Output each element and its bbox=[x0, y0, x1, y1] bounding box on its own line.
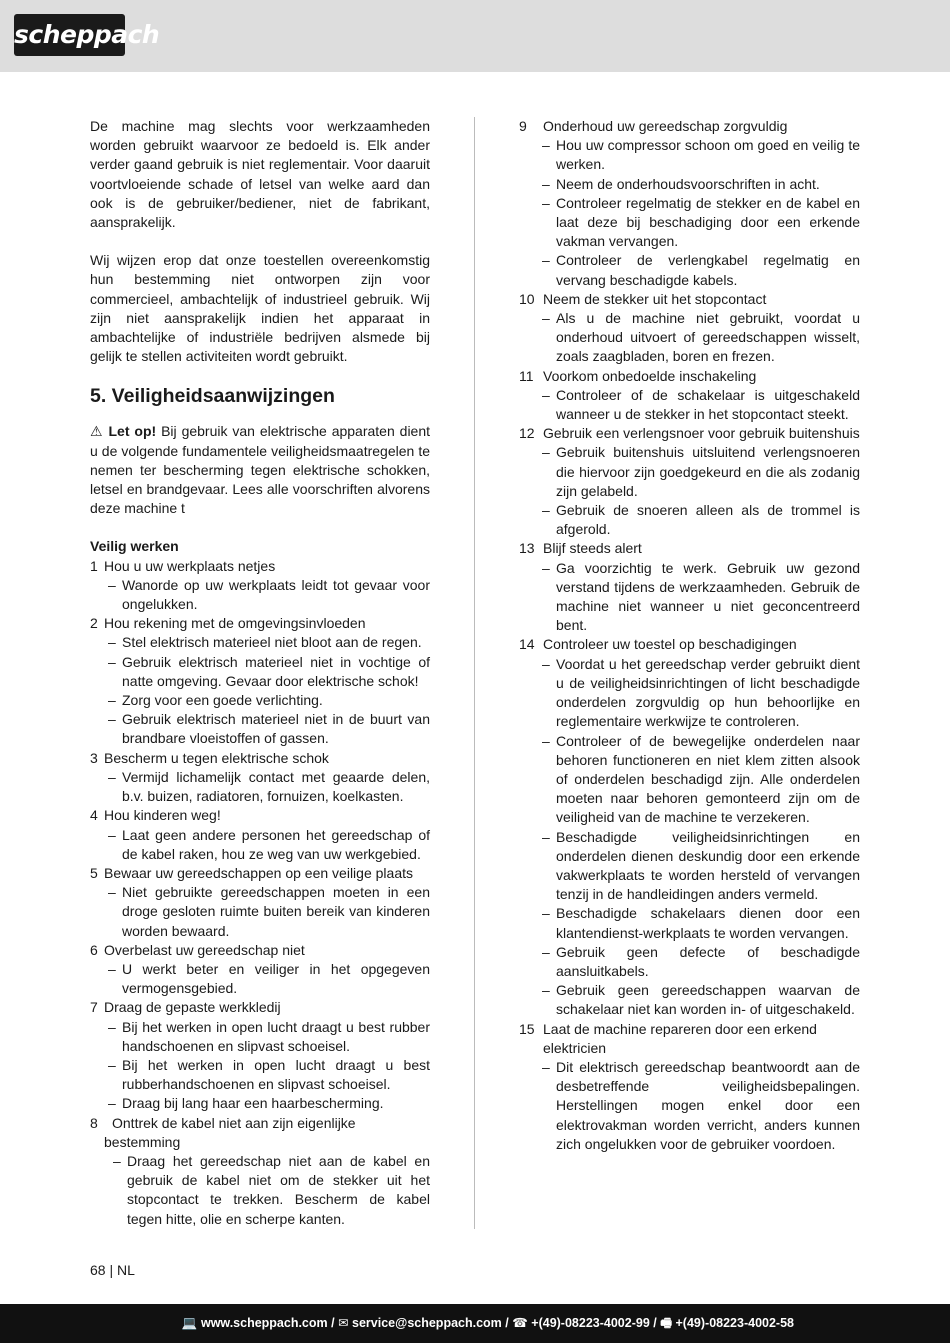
list-item-number: 3 bbox=[90, 749, 98, 766]
warning-paragraph bbox=[90, 422, 430, 518]
list-subitem bbox=[90, 710, 430, 748]
list-item-title bbox=[90, 864, 430, 883]
list-subitem bbox=[90, 653, 430, 691]
list-item-title bbox=[519, 367, 860, 386]
phone-icon: ☎ bbox=[512, 1316, 528, 1330]
dash-bullet: – bbox=[108, 768, 116, 785]
list-item bbox=[519, 1020, 860, 1154]
list-subitem bbox=[519, 251, 860, 289]
list-item-number: 6 bbox=[90, 941, 98, 958]
dash-bullet: – bbox=[542, 502, 550, 519]
list-subitem bbox=[90, 576, 430, 614]
list-item-label: Controleer uw toestel op beschadigingen bbox=[543, 636, 797, 653]
dash-bullet: – bbox=[108, 826, 116, 843]
dash-bullet: – bbox=[108, 1095, 116, 1112]
list-item-title bbox=[519, 290, 860, 309]
list-item-number: 13 bbox=[519, 540, 535, 557]
mail-icon: ✉ bbox=[338, 1316, 349, 1330]
list-subitem bbox=[90, 768, 430, 806]
page-header bbox=[0, 0, 950, 72]
list-item-number: 14 bbox=[519, 636, 535, 653]
list-subitem-text: Voordat u het gereedschap verder gebruikt dient u de veiligheidsinrichtingen of licht beschadigde onderdelen zorgvuldig op hun behoorlijke en reglementaire werkwijze te controleren. bbox=[556, 655, 860, 730]
list-subitem bbox=[519, 981, 860, 1019]
list-item bbox=[90, 998, 430, 1113]
list-subitem-text: Gebruik de snoeren alleen als de trommel is afgerold. bbox=[556, 502, 860, 538]
list-item bbox=[519, 367, 860, 425]
list-item bbox=[90, 941, 430, 999]
dash-bullet: – bbox=[542, 559, 550, 576]
list-subitem-text: Gebruik elektrisch materieel niet in de buurt van brandbare vloeistoffen of gassen. bbox=[122, 711, 430, 747]
dash-bullet: – bbox=[108, 884, 116, 901]
list-item bbox=[90, 614, 430, 748]
list-subitem bbox=[519, 559, 860, 636]
separator: / bbox=[501, 1316, 513, 1330]
list-subitem-text: Bij het werken in open lucht draagt u best rubber handschoenen en slipvast schoeisel. bbox=[122, 1018, 430, 1054]
list-item bbox=[519, 290, 860, 367]
list-item bbox=[90, 864, 430, 941]
list-subitem bbox=[519, 386, 860, 424]
list-subitem bbox=[90, 960, 430, 998]
list-subitem bbox=[519, 136, 860, 174]
list-item bbox=[90, 1114, 430, 1229]
fax-icon: 🖷 bbox=[660, 1316, 673, 1330]
list-subitem-text: Wanorde op uw werkplaats leidt tot gevaar voor ongelukken. bbox=[122, 576, 430, 613]
dash-bullet: – bbox=[542, 828, 550, 845]
right-column bbox=[519, 117, 860, 1154]
list-subitem-text: Neem de onderhoudsvoorschriften in acht. bbox=[556, 175, 820, 192]
list-item bbox=[519, 635, 860, 1019]
list-item-label: Gebruik een verlengsnoer voor gebruik buitenshuis bbox=[543, 425, 860, 442]
list-subitem-text: Laat geen andere personen het gereedschap of de kabel raken, hou ze weg van uw werkgebied. bbox=[122, 826, 430, 862]
list-item-title bbox=[90, 557, 430, 576]
list-subitem-text: Beschadigde veiligheidsinrichtingen en onderdelen dienen deskundig door een erkende vakwerkplaats te worden hersteld of vervangen tenzij in de handleidingen anders vermeld. bbox=[556, 828, 860, 903]
list-item-title bbox=[519, 117, 860, 136]
list-subitem bbox=[519, 732, 860, 828]
dash-bullet: – bbox=[542, 655, 550, 672]
list-subitem-text: Vermijd lichamelijk contact met geaarde delen, b.v. buizen, radiatoren, fornuizen, koelkasten. bbox=[122, 768, 430, 805]
section-title: 5. Veiligheidsaanwijzingen bbox=[90, 385, 335, 408]
list-subitem bbox=[519, 501, 860, 539]
separator: / bbox=[327, 1316, 339, 1330]
list-subitem bbox=[90, 826, 430, 864]
list-subitem-text: Stel elektrisch materieel niet bloot aan de regen. bbox=[122, 634, 422, 651]
page-footer bbox=[0, 1304, 950, 1343]
list-item-label: Voorkom onbedoelde inschakeling bbox=[543, 367, 757, 384]
list-subitem-text: Gebruik geen gereedschappen waarvan de schakelaar niet kan worden in- of uitgeschakeld. bbox=[556, 982, 860, 1018]
dash-bullet: – bbox=[542, 310, 550, 327]
scheppach-logo: scheppach bbox=[14, 14, 125, 56]
list-item-title bbox=[90, 749, 430, 768]
dash-bullet: – bbox=[542, 386, 550, 403]
list-item-title bbox=[90, 1114, 430, 1152]
dash-bullet: – bbox=[108, 711, 116, 728]
list-subitem-text: Bij het werken in open lucht draagt u best rubberhandschoenen en slipvast schoeisel. bbox=[122, 1056, 430, 1093]
dash-bullet: – bbox=[113, 1152, 121, 1169]
list-subitem bbox=[90, 1152, 430, 1229]
list-item-number: 4 bbox=[90, 807, 98, 824]
list-item-number: 10 bbox=[519, 290, 535, 307]
subheading: Veilig werken bbox=[90, 538, 179, 555]
dash-bullet: – bbox=[108, 960, 116, 977]
fax-number: +(49)-08223-4002-58 bbox=[675, 1316, 794, 1330]
list-subitem-text: Controleer of de bewegelijke onderdelen naar behoren functioneren en niet klem zitten alsook of onderdelen beschadigd zijn. Alle onderdelen moeten naar behoren gemonteerd zijn om de veiligheid van de machine te verzekeren. bbox=[556, 732, 860, 826]
list-subitem-text: Draag het gereedschap niet aan de kabel en gebruik de kabel niet om de stekker uit het stopcontact te trekken. Bescherm de kabel tegen hitte, olie en scherpe kanten. bbox=[127, 1152, 430, 1227]
list-subitem-text: Dit elektrisch gereedschap beantwoordt aan de desbetreffende veiligheidsbepalingen. Herstellingen mogen enkel door een elektrovakman worden verricht, anders kunnen zich ongelukken voor de gebruiker voordoen. bbox=[556, 1058, 860, 1152]
list-item-title bbox=[90, 806, 430, 825]
list-item-title bbox=[519, 539, 860, 558]
dash-bullet: – bbox=[542, 175, 550, 192]
list-item-label: Draag de gepaste werkkledij bbox=[104, 999, 281, 1016]
list-item bbox=[519, 117, 860, 290]
intro-paragraph: De machine mag slechts voor werkzaamheden worden gebruikt waarvoor ze bedoeld is. Elk ander verder gaand gebruik is niet reglementair. Voor daaruit voortvloeiende schade of letsel van welke aard dan ook is de gebruiker/bediener, niet de fabrikant, aansprakelijk. bbox=[90, 118, 430, 231]
list-subitem-text: Gebruik geen defecte of beschadigde aansluitkabels. bbox=[556, 943, 860, 979]
list-subitem-text: Gebruik buitenshuis uitsluitend verlengsnoeren die hiervoor zijn goedgekeurd en die als zodanig zijn gelabeld. bbox=[556, 444, 860, 499]
list-subitem bbox=[90, 1094, 430, 1113]
list-subitem-text: Beschadigde schakelaars dienen door een klantendienst-werkplaats te worden vervangen. bbox=[556, 905, 860, 941]
list-item-number: 9 bbox=[519, 118, 527, 134]
list-item-number: 11 bbox=[519, 367, 534, 384]
list-item-number: 5 bbox=[90, 864, 98, 881]
list-subitem bbox=[519, 175, 860, 194]
list-item-label: Onttrek de kabel niet aan zijn eigenlijke bestemming bbox=[104, 1114, 356, 1150]
dash-bullet: – bbox=[542, 905, 550, 922]
list-subitem-text: Niet gebruikte gereedschappen moeten in een droge gesloten ruimte buiten bereik van kinderen worden bewaard. bbox=[122, 884, 430, 939]
dash-bullet: – bbox=[108, 1018, 116, 1035]
list-subitem bbox=[519, 828, 860, 905]
list-subitem bbox=[519, 194, 860, 252]
list-subitem-text: U werkt beter en veiliger in het opgegeven vermogensgebied. bbox=[122, 960, 430, 997]
list-item-label: Neem de stekker uit het stopcontact bbox=[543, 290, 767, 307]
list-item-label: Overbelast uw gereedschap niet bbox=[104, 941, 305, 958]
dash-bullet: – bbox=[542, 943, 550, 960]
list-item-title bbox=[90, 614, 430, 633]
list-item-title bbox=[519, 635, 860, 654]
list-subitem-text: Hou uw compressor schoon om goed en veilig te werken. bbox=[556, 137, 860, 173]
list-item-label: Blijf steeds alert bbox=[543, 540, 642, 557]
dash-bullet: – bbox=[542, 137, 550, 154]
website-link[interactable]: www.scheppach.com bbox=[200, 1316, 328, 1330]
list-subitem-text: Ga voorzichtig te werk. Gebruik uw gezond verstand tijdens de werkzaamheden. Gebruik de machine niet wanneer u niet geconcentreerd bent. bbox=[556, 559, 860, 634]
list-item-number: 8 bbox=[90, 1114, 98, 1131]
list-item-title bbox=[90, 998, 430, 1017]
list-item bbox=[90, 806, 430, 864]
list-subitem-text: Gebruik elektrisch materieel niet in vochtige of natte omgeving. Gevaar door elektrische schok! bbox=[122, 653, 430, 689]
list-item-number: 2 bbox=[90, 615, 98, 632]
dash-bullet: – bbox=[542, 444, 550, 461]
warning-icon: ⚠ bbox=[90, 423, 104, 440]
safety-list-left bbox=[90, 557, 430, 1229]
dash-bullet: – bbox=[542, 194, 550, 211]
list-item-number: 15 bbox=[519, 1020, 535, 1037]
dash-bullet: – bbox=[542, 732, 550, 749]
warning-label: Let op! bbox=[108, 423, 157, 440]
list-item-number: 7 bbox=[90, 999, 98, 1016]
dash-bullet: – bbox=[542, 252, 550, 269]
list-subitem-text: Draag bij lang haar een haarbescherming. bbox=[122, 1095, 384, 1112]
page-number: 68 | NL bbox=[90, 1262, 135, 1278]
dash-bullet: – bbox=[108, 653, 116, 670]
list-item-number: 1 bbox=[90, 557, 98, 574]
list-subitem bbox=[519, 309, 860, 367]
list-subitem-text: Zorg voor een goede verlichting. bbox=[122, 692, 323, 709]
dash-bullet: – bbox=[108, 692, 116, 709]
column-divider bbox=[474, 117, 475, 1229]
list-item-number: 12 bbox=[519, 425, 535, 442]
warning-text: Bij gebruik van elektrische apparaten dient u de volgende fundamentele veiligheidsmaatregelen te nemen ter bescherming tegen elektrische schokken, letsel en brandgevaar. Lees alle voorschriften alvorens deze machine t bbox=[90, 423, 431, 517]
left-column bbox=[90, 117, 430, 1229]
separator: / bbox=[649, 1316, 661, 1330]
list-item-label: Bewaar uw gereedschappen op een veilige plaats bbox=[104, 864, 413, 881]
list-item bbox=[90, 557, 430, 615]
list-subitem bbox=[519, 943, 860, 981]
list-item-label: Bescherm u tegen elektrische schok bbox=[104, 749, 329, 766]
list-subitem bbox=[519, 904, 860, 942]
list-subitem-text: Controleer of de schakelaar is uitgeschakeld wanneer u de stekker in het stopcontact steekt. bbox=[556, 386, 860, 423]
phone-number: +(49)-08223-4002-99 bbox=[531, 1316, 650, 1330]
list-item-label: Hou rekening met de omgevingsinvloeden bbox=[104, 615, 366, 632]
list-item bbox=[519, 424, 860, 539]
dash-bullet: – bbox=[108, 1056, 116, 1073]
safety-list-right bbox=[519, 117, 860, 1154]
list-subitem-text: Controleer regelmatig de stekker en de kabel en laat deze bij beschadiging door een erkende vakman vervangen. bbox=[556, 194, 860, 250]
dash-bullet: – bbox=[108, 634, 116, 651]
list-subitem bbox=[90, 1056, 430, 1094]
list-subitem-text: Als u de machine niet gebruikt, voordat u onderhoud uitvoert of gereedschappen wisselt, zoals zaagbladen, boren en frezen. bbox=[556, 310, 860, 365]
dash-bullet: – bbox=[542, 982, 550, 999]
list-subitem bbox=[90, 883, 430, 941]
dash-bullet: – bbox=[108, 576, 116, 593]
list-item-label: Hou u uw werkplaats netjes bbox=[104, 557, 276, 574]
list-item bbox=[90, 749, 430, 807]
dash-bullet: – bbox=[542, 1058, 550, 1075]
list-item-label: Onderhoud uw gereedschap zorgvuldig bbox=[543, 118, 788, 134]
computer-icon: 💻 bbox=[181, 1316, 198, 1330]
list-subitem bbox=[519, 1058, 860, 1154]
list-item-title bbox=[519, 1020, 860, 1058]
list-item-label: Hou kinderen weg! bbox=[104, 807, 221, 824]
list-item bbox=[519, 539, 860, 635]
list-item-label: Laat de machine repareren door een erkend elektricien bbox=[543, 1020, 817, 1056]
email-link[interactable]: service@scheppach.com bbox=[352, 1316, 502, 1330]
list-subitem bbox=[90, 1018, 430, 1056]
intro-paragraph: Wij wijzen erop dat onze toestellen overeenkomstig hun bestemming niet ontworpen zijn voor commercieel, ambachtelijk of industrieel gebruik. Wij zijn niet aansprakelijk indien het apparaat in ambachtelijke of industriële bedrijven alsmede bij gelijk te stellen activiteiten wordt gebruikt. bbox=[90, 252, 430, 365]
list-subitem bbox=[519, 655, 860, 732]
list-subitem bbox=[519, 443, 860, 501]
list-item-title bbox=[519, 424, 860, 443]
list-subitem bbox=[90, 691, 430, 710]
list-subitem-text: Controleer de verlengkabel regelmatig en vervang beschadigde kabels. bbox=[556, 252, 860, 288]
list-item-title bbox=[90, 941, 430, 960]
list-subitem bbox=[90, 633, 430, 652]
